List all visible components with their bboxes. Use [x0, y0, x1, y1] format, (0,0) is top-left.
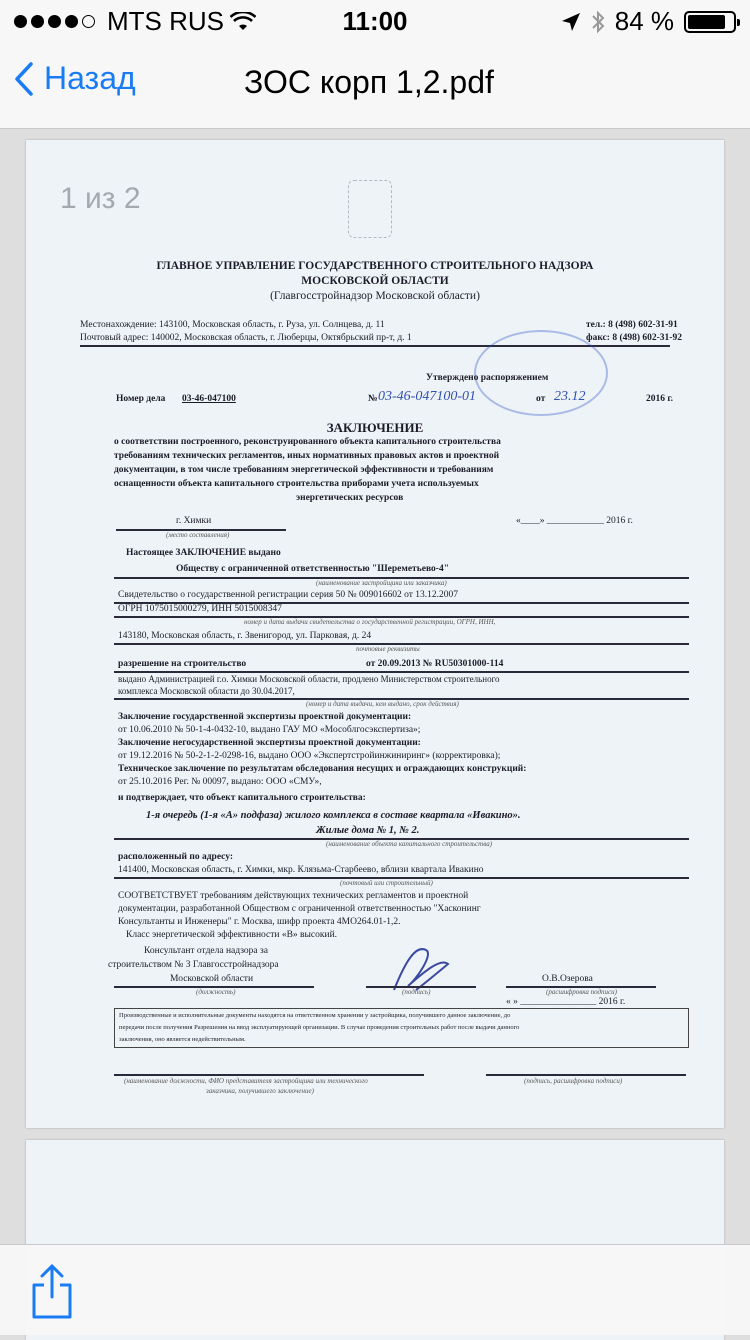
note-line-1: Производственные и исполнительные документы находятся на ответственном хранении у застройщика, получившего данное заключение, до: [119, 1012, 511, 1019]
subtitle-line-4: оснащенности объекта капитального строительства приборами учета используемых: [114, 479, 479, 489]
header-line-3: (Главгосстройнадзор Московской области): [270, 290, 480, 302]
complies-line-4: Класс энергетической эффективности «В» высокий.: [126, 930, 338, 940]
bottom-caption-left: (наименование должности, ФИО представителя застройщика или технического: [124, 1077, 368, 1085]
order-date: 23.12: [554, 389, 586, 404]
ogrn-line: ОГРН 1075015000279, ИНН 5015008347: [118, 604, 282, 614]
signer-line-1: Консультант отдела надзора за: [144, 946, 268, 956]
permit-issued-2: комплекса Московской области до 30.04.2017,: [118, 686, 295, 696]
located-label: расположенный по адресу:: [118, 852, 234, 862]
bottom-caption-left-2: заказчика, получившего заключение): [206, 1087, 314, 1095]
issued-to-label: Настоящее ЗАКЛЮЧЕНИЕ выдано: [126, 548, 281, 558]
expertise-line-5: Техническое заключение по результатам обследования несущих и ограждающих конструкций:: [118, 764, 527, 774]
postal-line: 143180, Московская область, г. Звенигород, ул. Парковая, д. 24: [118, 631, 372, 641]
order-from: от: [536, 394, 546, 404]
status-bar: [0, 0, 750, 40]
case-label: Номер дела: [116, 394, 166, 404]
permit-rule: [114, 671, 689, 673]
bottom-caption-right: (подпись, расшифровка подписи): [524, 1077, 623, 1085]
complies-line-3: Консультанты и Инженеры" г. Москва, шифр проекта 4МО264.01-1,2.: [118, 917, 401, 927]
object-line-1: 1-я очередь (1-я «А» подфаза) жилого комплекса в составе квартала «Ивакино».: [146, 810, 521, 821]
header-line-1: ГЛАВНОЕ УПРАВЛЕНИЕ ГОСУДАРСТВЕННОГО СТРОИТЕЛЬНОГО НАДЗОРА: [156, 260, 594, 272]
bottom-rule-left: [114, 1074, 424, 1076]
back-label: Назад: [44, 60, 136, 96]
address-line-1: Местонахождение: 143100, Московская область, г. Руза, ул. Солнцева, д. 11: [80, 320, 385, 330]
status-time: 11:00: [342, 6, 408, 36]
bottom-date: « » ________________ 2016 г.: [506, 997, 626, 1007]
location-arrow-icon: [561, 12, 581, 32]
signer-line-2: строительством № 3 Главгосстройнадзора: [108, 960, 279, 970]
name-caption: (расшифровка подписи): [546, 988, 617, 996]
chevron-left-icon: [14, 62, 34, 96]
page-counter: 1 из 2: [60, 182, 141, 215]
permit-label: разрешение на строительство: [118, 659, 247, 669]
subtitle-line-1: о соответствии построенного, реконструированного объекта капитального строительства: [114, 437, 501, 447]
coat-of-arms-icon: [348, 180, 392, 238]
note-line-2: передачи после получения Разрешения на ввод эксплуатирующей организации. В случае проведения строительных работ после выдачи данного: [119, 1024, 520, 1031]
signature-caption: (подпись): [402, 988, 431, 996]
document-content: [26, 140, 724, 1128]
expertise-line-6: от 25.10.2016 Рег. № 00097, выдано: ООО «СМУ»,: [118, 777, 322, 787]
share-icon[interactable]: [30, 1263, 74, 1319]
bottom-toolbar: [0, 1244, 750, 1335]
developer-caption: (наименование застройщика или заказчика): [316, 579, 447, 587]
battery-percent: 84 %: [614, 6, 674, 36]
date-blank: «____» ____________ 2016 г.: [516, 516, 633, 526]
complies-line-1: СООТВЕТСТВУЕТ требованиям действующих технических регламентов и проектной: [118, 891, 469, 901]
expertise-line-2: от 10.06.2010 № 50-1-4-0432-10, выдано ГАУ МО «Мособлгосэкспертиза»;: [118, 725, 421, 735]
located-caption: (почтовый или строительный): [340, 879, 433, 887]
battery-fill: [688, 15, 725, 29]
permit-caption: (номер и дата выдачи, кем выдано, срок действия): [306, 700, 459, 708]
subtitle-line-5: энергетических ресурсов: [296, 493, 404, 503]
header-line-2: МОСКОВСКОЙ ОБЛАСТИ: [301, 275, 449, 287]
address-line-2: Почтовый адрес: 140002, Московская область, г. Люберцы, Октябрьский пр-т, д. 1: [80, 333, 412, 343]
object-line-2: Жилые дома № 1, № 2.: [316, 825, 420, 836]
permit-value: от 20.09.2013 № RU50301000-114: [366, 659, 504, 669]
conclusion-title: ЗАКЛЮЧЕНИЕ: [326, 420, 424, 435]
expertise-line-4: от 19.12.2016 № 50-2-1-2-0298-16, выдано ООО «Экспертстройинжиниринг» (корректировка);: [118, 751, 501, 761]
case-number: 03-46-047100: [182, 394, 236, 404]
battery-icon: [684, 11, 736, 33]
signer-line-3: Московской области: [170, 974, 254, 984]
object-caption: (наименование объекта капитального строительства): [326, 840, 493, 848]
ogrn-caption: номер и дата выдачи свидетельства о государственной регистрации, ОГРН, ИНН,: [244, 618, 496, 626]
subtitle-line-3: документации, в том числе требованиям энергетической эффективности и требованиям: [114, 465, 494, 475]
carrier-label: MTS RUS: [107, 6, 224, 36]
bluetooth-icon: [591, 10, 605, 34]
developer-name: Обществу с ограниченной ответственностью "Шереметьево-4": [176, 564, 449, 574]
located-value: 141400, Московская область, г. Химки, мкр. Клязьма-Старбеево, вблизи квартала Ивакино: [118, 865, 484, 875]
expertise-line-7: и подтверждает, что объект капитального строительства:: [118, 793, 366, 803]
complies-line-2: документации, разработанной Обществом с ограниченной ответственностью "Хасконинг: [118, 904, 481, 914]
position-caption: (должность): [196, 988, 236, 996]
certificate-line: Свидетельство о государственной регистрации серия 50 № 009016602 от 13.12.2007: [118, 590, 459, 600]
phone-2: факс: 8 (498) 602-31-92: [586, 333, 682, 343]
document-title: ЗОС корп 1,2.pdf: [244, 64, 494, 100]
expertise-line-3: Заключение негосударственной экспертизы проектной документации:: [118, 738, 421, 748]
pdf-page-1[interactable]: [26, 140, 724, 1128]
phone-1: тел.: 8 (498) 602-31-91: [586, 320, 678, 330]
order-year: 2016 г.: [646, 394, 673, 404]
note-box: [114, 1008, 689, 1048]
approved-label: Утверждено распоряжением: [426, 373, 549, 383]
bottom-rule-right: [486, 1074, 686, 1076]
signer-name: О.В.Озерова: [542, 974, 593, 984]
order-no-prefix: №: [368, 394, 378, 404]
subtitle-line-2: требованиям технических регламентов, иных нормативных правовых актов и проектной: [114, 451, 500, 461]
expertise-line-1: Заключение государственной экспертизы проектной документации:: [118, 712, 412, 722]
permit-issued-1: выдано Администрацией г.о. Химки Московской области, продлено Министерством строительного: [118, 674, 500, 684]
navigation-bar: [0, 40, 750, 129]
back-button[interactable]: [14, 60, 136, 97]
place-caption: (место составления): [166, 531, 230, 539]
order-number: 03-46-047100-01: [378, 389, 476, 404]
note-line-3: заключения, оно является недействительным.: [119, 1036, 246, 1043]
place: г. Химки: [176, 516, 212, 526]
postal-caption: почтовые реквизиты: [356, 645, 420, 653]
